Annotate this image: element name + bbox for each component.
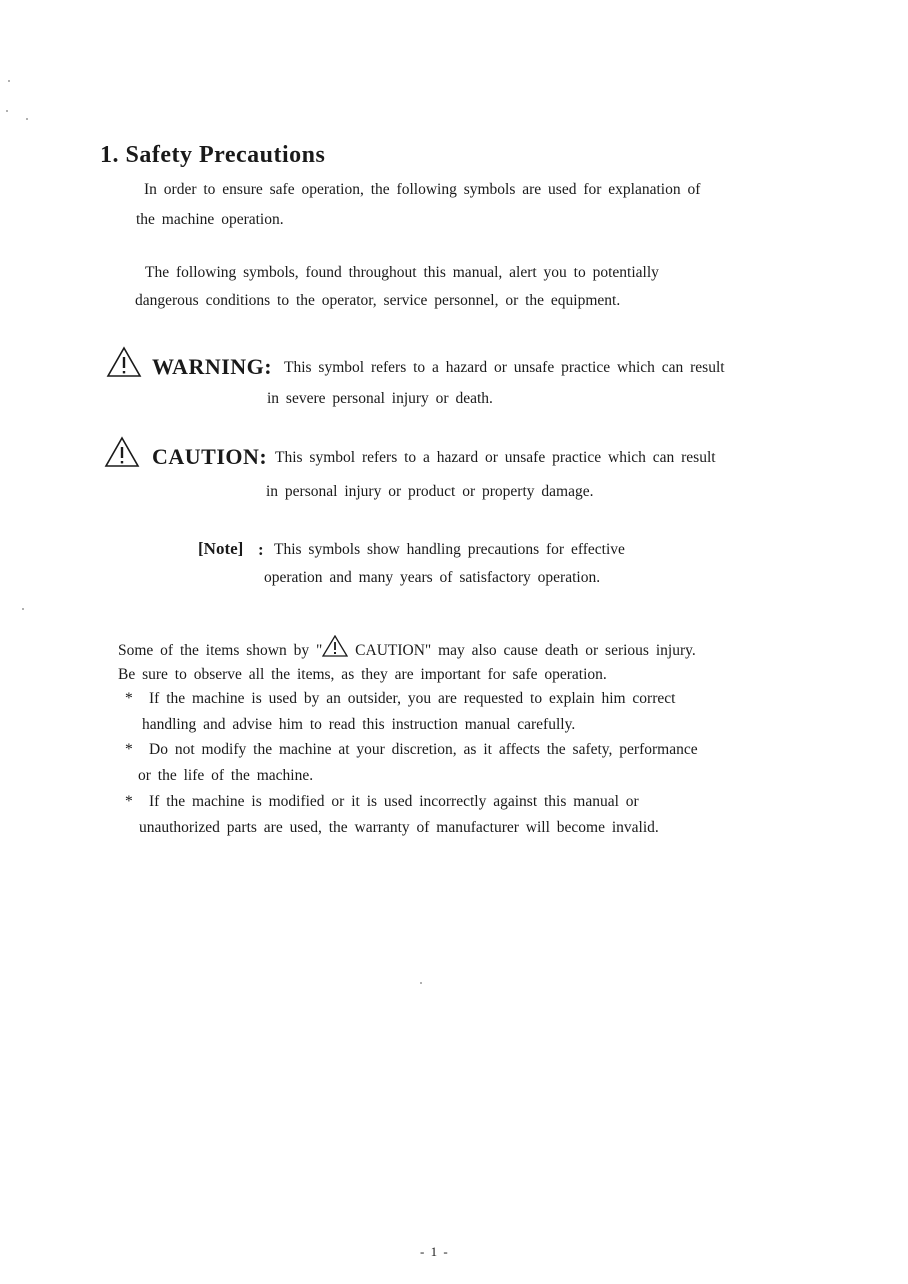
bullet-marker: * [125, 690, 133, 707]
scan-speck [6, 110, 8, 112]
bullet-marker: * [125, 741, 133, 758]
note-line-1: This symbols show handling precautions for effective [274, 541, 625, 558]
scan-speck [26, 118, 28, 120]
page-title [100, 142, 325, 169]
warning-label: WARNING: [152, 354, 273, 379]
intro-line-1: In order to ensure safe operation, the following symbols are used for explanation of [144, 181, 701, 198]
caution-label: CAUTION: [152, 444, 268, 469]
bullet-1-line-1: If the machine is used by an outsider, you are requested to explain him correct [149, 690, 676, 707]
warning-triangle-icon [104, 436, 140, 468]
bullet-marker: * [125, 793, 133, 810]
caution-line-2: in personal injury or product or property damage. [266, 483, 594, 500]
symbols-intro-line-1: The following symbols, found throughout this manual, alert you to potentially [145, 264, 659, 281]
warning-line-1: This symbol refers to a hazard or unsafe practice which can result [284, 359, 725, 376]
caution-statement-line-1 [118, 635, 696, 660]
warning-triangle-icon [106, 346, 142, 378]
section-title: Safety Precautions [125, 142, 326, 168]
symbols-intro-line-2: dangerous conditions to the operator, service personnel, or the equipment. [135, 292, 621, 309]
bullet-1-line-2: handling and advise him to read this instruction manual carefully. [142, 716, 576, 733]
caution-statement-line-2: Be sure to observe all the items, as they are important for safe operation. [118, 666, 607, 683]
section-number: 1. [100, 142, 119, 168]
caution-line-1: This symbol refers to a hazard or unsafe practice which can result [275, 449, 716, 466]
note-colon: : [258, 540, 264, 559]
bullet-3-line-1: If the machine is modified or it is used incorrectly against this manual or [149, 793, 639, 810]
caution-statement-pre: Some of the items shown by " [118, 642, 323, 659]
scan-speck [8, 80, 10, 82]
page-number: - 1 - [420, 1244, 448, 1259]
warning-line-2: in severe personal injury or death. [267, 390, 493, 407]
intro-line-2: the machine operation. [136, 211, 284, 228]
scan-speck [22, 608, 24, 610]
note-line-2: operation and many years of satisfactory operation. [264, 569, 601, 586]
scan-speck [420, 982, 422, 984]
bullet-2-line-2: or the life of the machine. [138, 767, 314, 784]
warning-triangle-icon [322, 635, 348, 657]
caution-statement-post: CAUTION" may also cause death or serious injury. [348, 642, 696, 659]
bullet-3-line-2: unauthorized parts are used, the warranty of manufacturer will become invalid. [139, 819, 659, 836]
bullet-2-line-1: Do not modify the machine at your discretion, as it affects the safety, performance [149, 741, 698, 758]
note-label: [Note] [198, 539, 244, 558]
